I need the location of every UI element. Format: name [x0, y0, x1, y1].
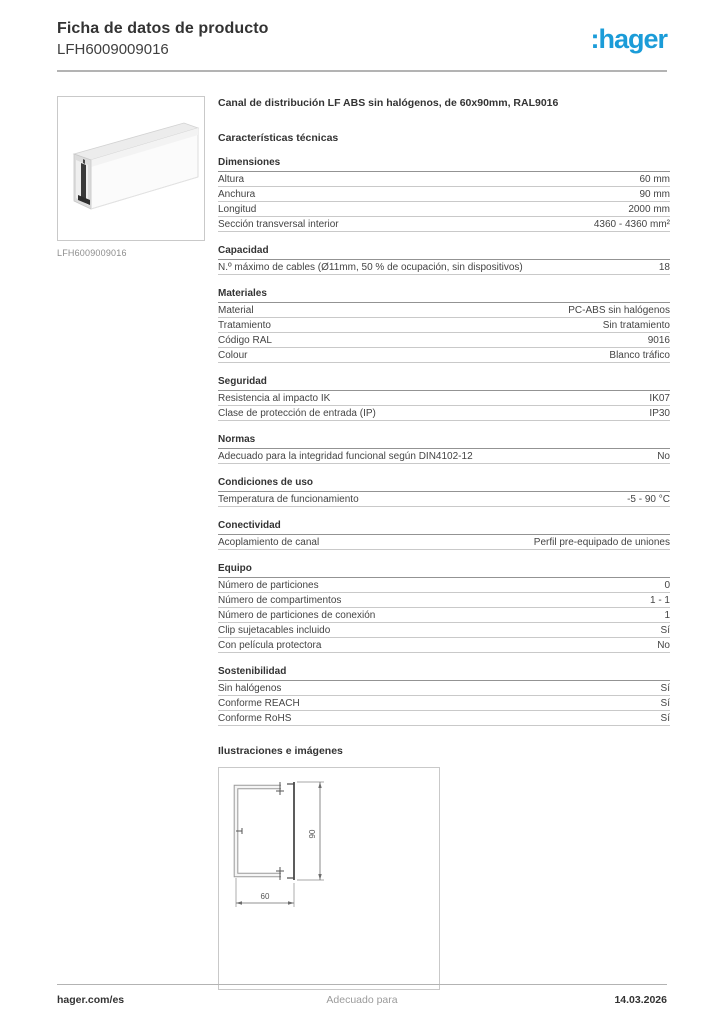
spec-value: Perfil pre-equipado de uniones [533, 537, 670, 548]
section-title: Condiciones de uso [218, 477, 670, 492]
section-title: Equipo [218, 563, 670, 578]
spec-row [218, 202, 670, 217]
spec-label: Colour [218, 350, 248, 361]
left-column [57, 96, 205, 990]
section-title: Capacidad [218, 245, 670, 260]
spec-row [218, 303, 670, 318]
technical-drawing-box [218, 767, 440, 990]
spec-label: Conforme REACH [218, 698, 300, 709]
spec-section [218, 288, 670, 363]
spec-label: Acoplamiento de canal [218, 537, 320, 548]
illustrations-heading: Ilustraciones e imágenes [218, 745, 343, 757]
spec-row [218, 711, 670, 726]
spec-value: No [657, 451, 670, 462]
height-dimension-label: 90 [308, 829, 317, 839]
footer-suitability-text: Adecuado para [326, 994, 398, 1006]
spec-section [218, 666, 670, 726]
main-content [57, 96, 670, 990]
trunking-photo-illustration [58, 97, 204, 240]
spec-section [218, 477, 670, 507]
spec-value: 2000 mm [628, 204, 670, 215]
spec-label: Número de compartimentos [218, 595, 342, 606]
spec-value: 1 [664, 610, 670, 621]
spec-label: Con película protectora [218, 640, 322, 651]
spec-value: PC-ABS sin halógenos [568, 305, 670, 316]
spec-label: Clase de protección de entrada (IP) [218, 408, 376, 419]
spec-row [218, 608, 670, 623]
spec-label: Clip sujetacables incluido [218, 625, 331, 636]
product-title: Canal de distribución LF ABS sin halógenos, de 60x90mm, RAL9016 [218, 97, 559, 109]
spec-row [218, 318, 670, 333]
spec-label: Conforme RoHS [218, 713, 292, 724]
spec-row [218, 348, 670, 363]
spec-label: N.º máximo de cables (Ø11mm, 50 % de ocupación, sin dispositivos) [218, 262, 523, 273]
spec-row [218, 391, 670, 406]
spec-value: 9016 [647, 335, 670, 346]
spec-label: Resistencia al impacto IK [218, 393, 331, 404]
spec-value: Sin tratamiento [602, 320, 670, 331]
spec-sections [218, 157, 670, 726]
spec-section [218, 520, 670, 550]
spec-row [218, 623, 670, 638]
cross-section-drawing [223, 774, 373, 924]
right-column [218, 96, 670, 990]
spec-label: Temperatura de funcionamiento [218, 494, 359, 505]
spec-value: 4360 - 4360 mm² [593, 219, 670, 230]
spec-value: Sí [660, 625, 670, 636]
spec-label: Sección transversal interior [218, 219, 339, 230]
product-image [57, 96, 205, 241]
spec-row [218, 217, 670, 232]
page-title: Ficha de datos de producto [57, 20, 269, 37]
spec-value: Sí [660, 713, 670, 724]
header [57, 20, 667, 58]
spec-value: No [657, 640, 670, 651]
width-dimension-label: 60 [260, 892, 270, 901]
spec-row [218, 172, 670, 187]
spec-row [218, 638, 670, 653]
section-title: Dimensiones [218, 157, 670, 172]
spec-section [218, 434, 670, 464]
spec-row [218, 681, 670, 696]
spec-value: -5 - 90 °C [627, 494, 670, 505]
spec-section [218, 245, 670, 275]
section-title: Sostenibilidad [218, 666, 670, 681]
spec-label: Código RAL [218, 335, 272, 346]
spec-label: Sin halógenos [218, 683, 282, 694]
header-divider [57, 70, 667, 72]
spec-value: Sí [660, 698, 670, 709]
section-title: Seguridad [218, 376, 670, 391]
spec-row [218, 535, 670, 550]
characteristics-heading: Características técnicas [218, 132, 339, 144]
spec-section [218, 563, 670, 653]
spec-value: 1 - 1 [649, 595, 670, 606]
spec-row [218, 187, 670, 202]
spec-row [218, 449, 670, 464]
spec-label: Material [218, 305, 254, 316]
spec-row [218, 492, 670, 507]
spec-value: 90 mm [639, 189, 670, 200]
spec-row [218, 578, 670, 593]
section-title: Conectividad [218, 520, 670, 535]
section-title: Normas [218, 434, 670, 449]
spec-value: Blanco tráfico [609, 350, 670, 361]
spec-row [218, 406, 670, 421]
product-code: LFH6009009016 [57, 41, 169, 58]
spec-value: 0 [664, 580, 670, 591]
section-title: Materiales [218, 288, 670, 303]
spec-row [218, 593, 670, 608]
spec-value: 60 mm [639, 174, 670, 185]
spec-label: Número de particiones [218, 580, 319, 591]
spec-value: IP30 [649, 408, 670, 419]
spec-section [218, 157, 670, 232]
spec-label: Longitud [218, 204, 257, 215]
spec-value: 18 [658, 262, 670, 273]
spec-label: Adecuado para la integridad funcional según DIN4102-12 [218, 451, 473, 462]
spec-label: Número de particiones de conexión [218, 610, 376, 621]
spec-row [218, 696, 670, 711]
spec-label: Tratamiento [218, 320, 271, 331]
spec-row [218, 260, 670, 275]
footer-date: 14.03.2026 [614, 994, 667, 1006]
spec-value: IK07 [649, 393, 670, 404]
spec-value: Sí [660, 683, 670, 694]
product-image-caption: LFH6009009016 [57, 248, 127, 258]
spec-section [218, 376, 670, 421]
spec-label: Altura [218, 174, 245, 185]
spec-row [218, 333, 670, 348]
footer [57, 984, 667, 1006]
hager-logo: :hager [590, 24, 667, 54]
spec-label: Anchura [218, 189, 256, 200]
footer-website-link[interactable]: hager.com/es [57, 994, 125, 1006]
